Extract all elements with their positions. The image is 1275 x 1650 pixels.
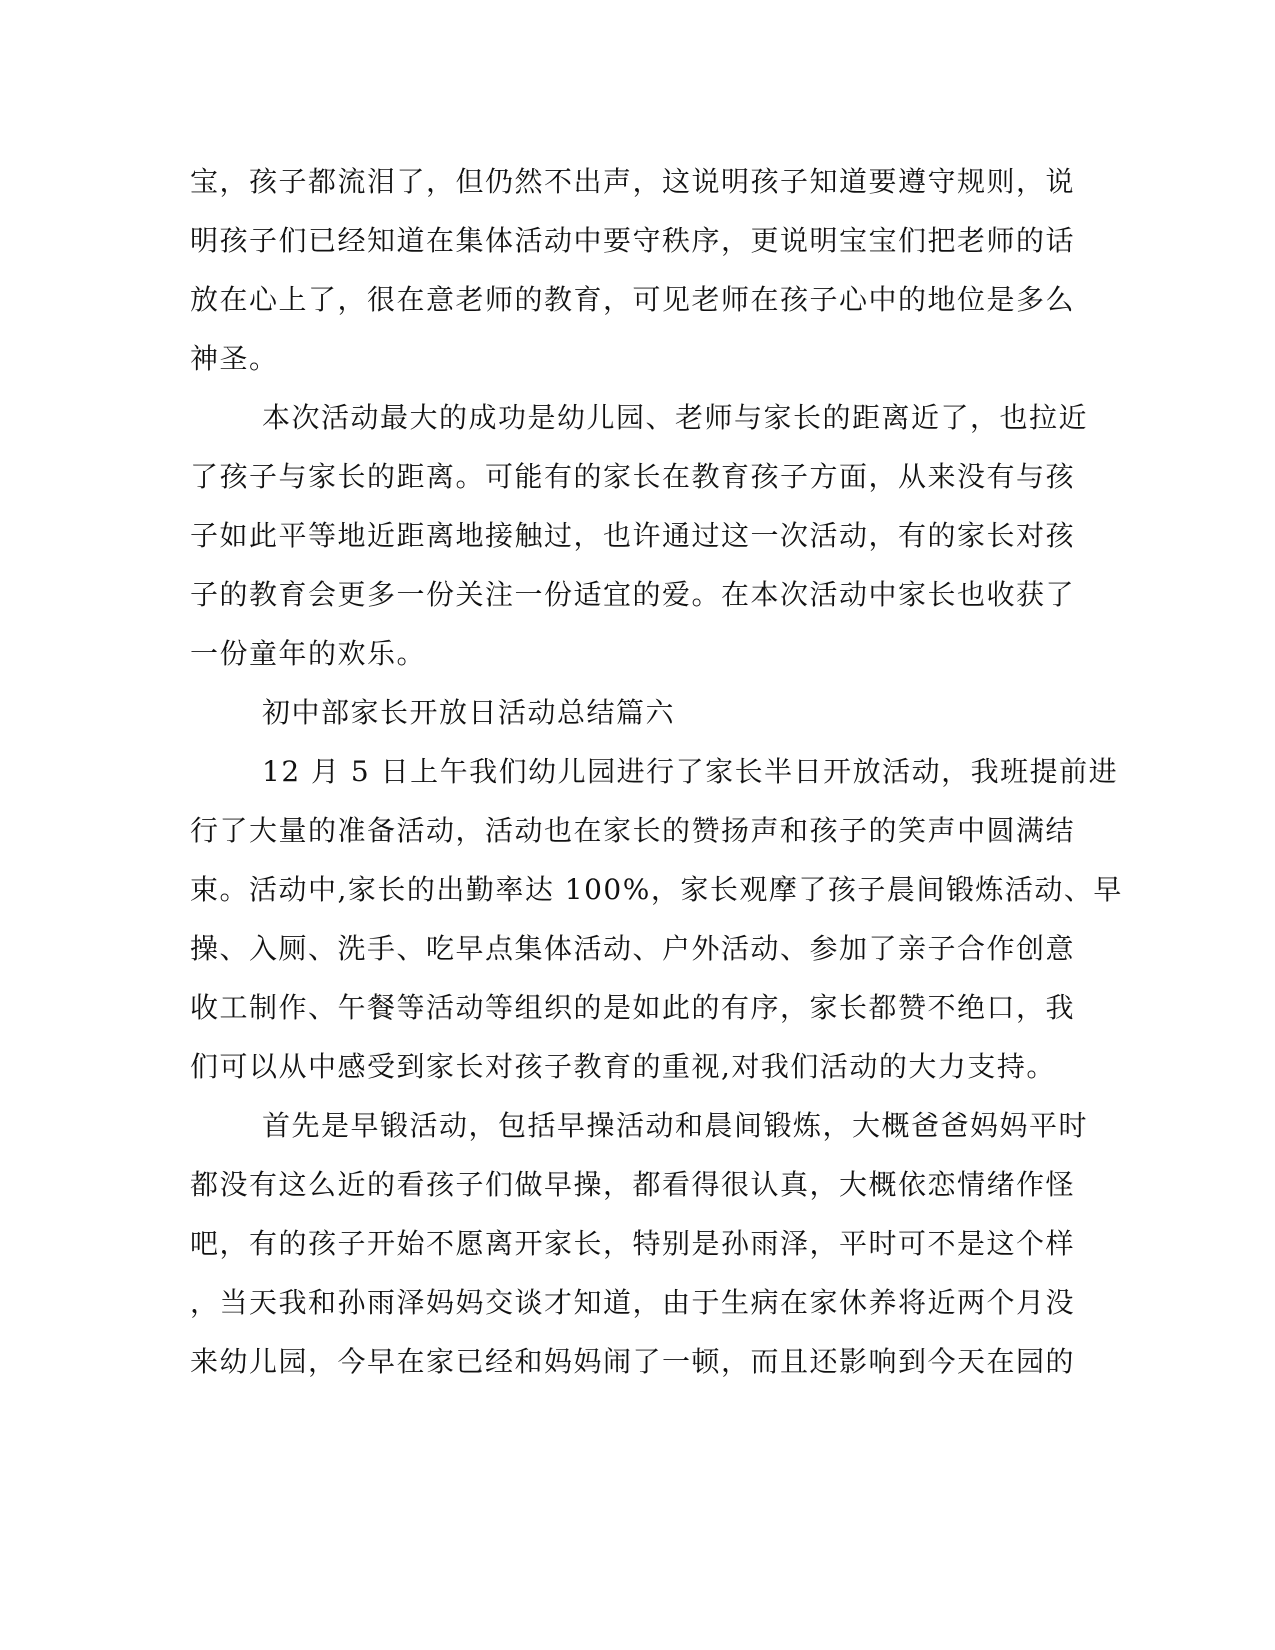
text-line: 收工制作、午餐等活动等组织的是如此的有序，家长都赞不绝口，我 [190,991,1076,1024]
text-line: 放在心上了，很在意老师的教育，可见老师在孩子心中的地位是多么 [190,283,1076,316]
text-line: 操、入厕、洗手、吃早点集体活动、户外活动、参加了亲子合作创意 [190,932,1076,965]
text-line: ，当天我和孙雨泽妈妈交谈才知道，由于生病在家休养将近两个月没 [190,1286,1076,1319]
text-line: 了孩子与家长的距离。可能有的家长在教育孩子方面，从来没有与孩 [190,460,1076,493]
text-line: 宝，孩子都流泪了，但仍然不出声，这说明孩子知道要遵守规则，说 [190,165,1076,198]
text-line: 都没有这么近的看孩子们做早操，都看得很认真，大概依恋情绪作怪 [190,1168,1076,1201]
text-line: 子的教育会更多一份关注一份适宜的爱。在本次活动中家长也收获了 [190,578,1076,611]
text-line: 本次活动最大的成功是幼儿园、老师与家长的距离近了，也拉近 [262,401,1089,434]
text-line: 来幼儿园，今早在家已经和妈妈闹了一顿，而且还影响到今天在园的 [190,1345,1076,1378]
text-line: 神圣。 [190,342,279,375]
text-line: 明孩子们已经知道在集体活动中要守秩序，更说明宝宝们把老师的话 [190,224,1076,257]
text-line: 一份童年的欢乐。 [190,637,427,670]
text-line: 束。活动中,家长的出勤率达 100%，家长观摩了孩子晨间锻炼活动、早 [190,873,1123,906]
text-line: 子如此平等地近距离地接触过，也许通过这一次活动，有的家长对孩 [190,519,1076,552]
section-heading: 初中部家长开放日活动总结篇六 [262,696,676,729]
text-line: 12 月 5 日上午我们幼儿园进行了家长半日开放活动，我班提前进 [262,755,1119,788]
text-line: 吧，有的孩子开始不愿离开家长，特别是孙雨泽，平时可不是这个样 [190,1227,1076,1260]
text-line: 行了大量的准备活动，活动也在家长的赞扬声和孩子的笑声中圆满结 [190,814,1076,847]
text-line: 首先是早锻活动，包括早操活动和晨间锻炼，大概爸爸妈妈平时 [262,1109,1089,1142]
text-line: 们可以从中感受到家长对孩子教育的重视,对我们活动的大力支持。 [190,1050,1056,1083]
